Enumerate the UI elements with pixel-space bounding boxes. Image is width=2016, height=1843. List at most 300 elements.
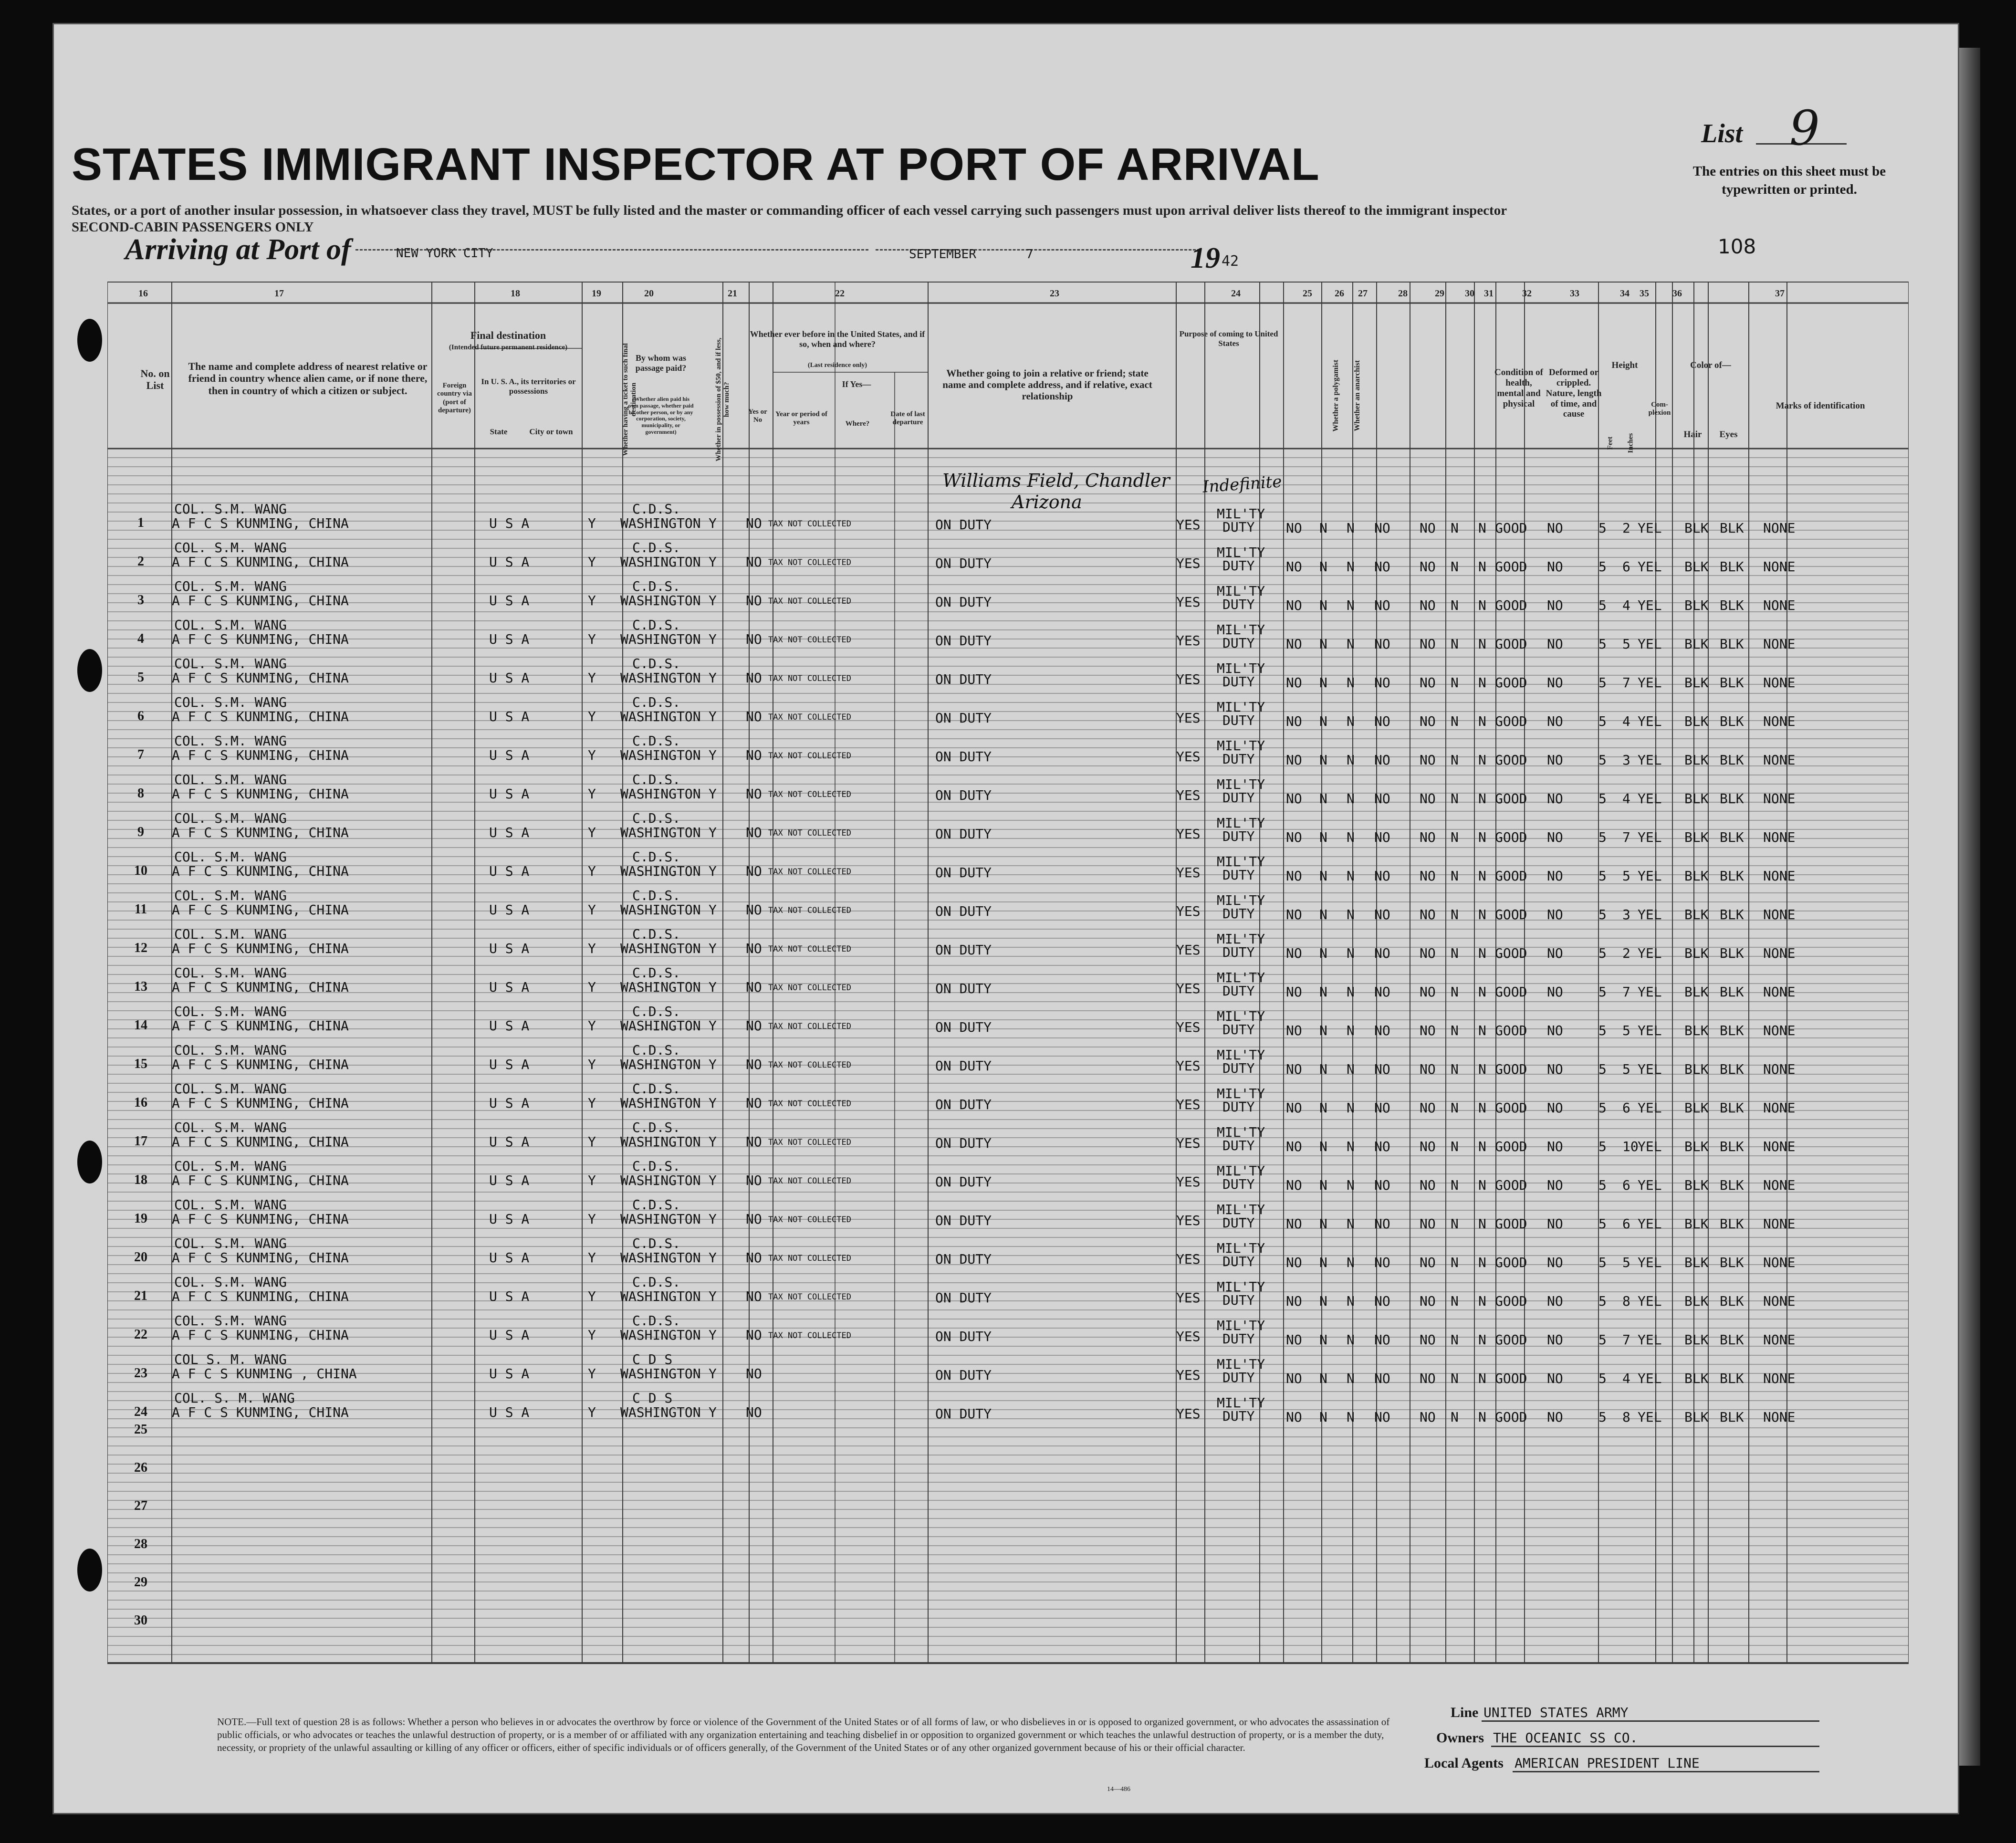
health-value: GOOD <box>1495 868 1527 884</box>
eyes-value: BLK <box>1720 675 1744 691</box>
purpose-line-1: MIL'TY <box>1217 622 1265 638</box>
page-number: 108 <box>1718 235 1756 258</box>
before-us-value: NO <box>746 515 762 531</box>
col26-value: N <box>1319 1061 1327 1077</box>
purpose-line-2: DUTY <box>1222 1331 1255 1347</box>
purpose-yes: YES <box>1176 633 1201 649</box>
purpose-line-1: MIL'TY <box>1217 854 1265 869</box>
height-feet: 5 <box>1598 945 1607 961</box>
money-value: Y <box>709 1211 717 1227</box>
col30-value: N <box>1451 559 1459 575</box>
money-value: Y <box>709 1095 717 1111</box>
col25-value: NO <box>1286 868 1302 884</box>
deformed-value: NO <box>1547 713 1563 729</box>
tax-stamp: TAX NOT COLLECTED <box>768 635 851 645</box>
paid-by-line-1: C.D.S. <box>632 540 681 555</box>
paid-by-line-1: C.D.S. <box>632 1197 681 1213</box>
header-inches: Inches <box>1627 433 1635 453</box>
paid-by-line-1: C.D.S. <box>632 1042 681 1058</box>
row-number: 4 <box>137 631 144 646</box>
destination-state: U S A <box>489 902 530 918</box>
eyes-value: BLK <box>1720 752 1744 768</box>
header-where: Where? <box>845 420 870 428</box>
col30-value: N <box>1451 829 1459 845</box>
relative-address: A F C S KUNMING , CHINA <box>172 1366 357 1382</box>
purpose-yes: YES <box>1176 1329 1201 1344</box>
marks-value: NONE <box>1763 868 1796 884</box>
col28-value: NO <box>1374 675 1390 691</box>
height-feet: 5 <box>1598 1293 1607 1309</box>
height-feet: 5 <box>1598 829 1607 845</box>
paid-by-line-1: C.D.S. <box>632 888 681 903</box>
complexion-value: YEL <box>1638 520 1662 536</box>
header-health: Condition of health, mental and physical <box>1494 367 1543 409</box>
height-feet: 5 <box>1598 868 1607 884</box>
col26-value: N <box>1319 675 1327 691</box>
complexion-value: YEL <box>1638 597 1662 613</box>
col29-value: NO <box>1420 1216 1436 1232</box>
purpose-line-2: DUTY <box>1222 1254 1255 1269</box>
relative-address: A F C S KUNMING, CHINA <box>172 1134 349 1150</box>
height-inches: 7 <box>1622 984 1630 1000</box>
header-feet: Feet <box>1606 436 1614 450</box>
complexion-value: YEL <box>1638 1216 1662 1232</box>
col26-value: N <box>1319 1139 1327 1154</box>
before-us-value: NO <box>746 1134 762 1150</box>
col29-value: NO <box>1420 1255 1436 1270</box>
tax-stamp: TAX NOT COLLECTED <box>768 828 851 838</box>
height-inches: 4 <box>1622 1371 1630 1386</box>
purpose-line-1: MIL'TY <box>1217 583 1265 599</box>
form-number: 14—486 <box>1107 1786 1130 1793</box>
complexion-value: YEL <box>1638 829 1662 845</box>
deformed-value: NO <box>1547 1177 1563 1193</box>
col26-value: N <box>1319 829 1327 845</box>
col30-value: N <box>1451 1023 1459 1038</box>
tax-stamp: TAX NOT COLLECTED <box>768 1215 851 1225</box>
height-inches: 10 <box>1622 1139 1639 1154</box>
paid-by-line-1: C.D.S. <box>632 694 681 710</box>
row-number: 28 <box>134 1537 147 1551</box>
paid-by-line-2: WASHINGTON <box>620 1366 701 1382</box>
relative-name: COL. S.M. WANG <box>174 1042 287 1058</box>
purpose-line-2: DUTY <box>1222 1099 1255 1115</box>
col28-value: NO <box>1374 1061 1390 1077</box>
relative-name: COL. S.M. WANG <box>174 849 287 865</box>
column-number: 22 <box>835 288 845 299</box>
deformed-value: NO <box>1547 868 1563 884</box>
col31-value: N <box>1478 1409 1486 1425</box>
col25-value: NO <box>1286 636 1302 652</box>
header-purpose: Purpose of coming to United States <box>1179 329 1278 348</box>
purpose-yes: YES <box>1176 981 1201 996</box>
money-value: Y <box>709 1173 717 1188</box>
ticket-value: Y <box>588 747 596 763</box>
paid-by-line-1: C.D.S. <box>632 1120 681 1135</box>
header-final-destination-note: (Intended future permanent residence) <box>449 344 568 351</box>
purpose-line-1: MIL'TY <box>1217 1395 1265 1411</box>
row-number: 21 <box>134 1288 147 1303</box>
destination-state: U S A <box>489 1366 530 1382</box>
col30-value: N <box>1451 1139 1459 1154</box>
relative-address: A F C S KUNMING, CHINA <box>172 1250 349 1266</box>
col28-value: NO <box>1374 1139 1390 1154</box>
money-value: Y <box>709 1366 717 1382</box>
eyes-value: BLK <box>1720 1177 1744 1193</box>
ticket-value: Y <box>588 1095 596 1111</box>
col27-value: N <box>1347 1409 1355 1425</box>
col30-value: N <box>1451 713 1459 729</box>
col28-value: NO <box>1374 597 1390 613</box>
purpose-yes: YES <box>1176 826 1201 842</box>
joining-value: ON DUTY <box>935 1135 992 1151</box>
paid-by-line-2: WASHINGTON <box>620 593 701 608</box>
ticket-value: Y <box>588 1250 596 1266</box>
marks-value: NONE <box>1763 1023 1796 1038</box>
col28-value: NO <box>1374 520 1390 536</box>
header-in-usa: In U. S. A., its territories or possessions <box>481 377 576 396</box>
ticket-value: Y <box>588 1173 596 1188</box>
col31-value: N <box>1478 675 1486 691</box>
paid-by-line-1: C.D.S. <box>632 1274 681 1290</box>
col30-value: N <box>1451 520 1459 536</box>
paid-by-line-1: C.D.S. <box>632 501 681 517</box>
page-title: STATES IMMIGRANT INSPECTOR AT PORT OF ARRIVAL <box>72 139 1320 190</box>
paid-by-line-2: WASHINGTON <box>620 1173 701 1188</box>
col25-value: NO <box>1286 945 1302 961</box>
year-label: 19 <box>1191 242 1220 274</box>
col30-value: N <box>1451 1061 1459 1077</box>
marks-value: NONE <box>1763 520 1796 536</box>
purpose-yes: YES <box>1176 1251 1201 1267</box>
health-value: GOOD <box>1495 1255 1527 1270</box>
health-value: GOOD <box>1495 520 1527 536</box>
arriving-label: Arriving at Port of <box>125 233 351 266</box>
header-state: State <box>490 427 508 436</box>
health-value: GOOD <box>1495 636 1527 652</box>
hair-value: BLK <box>1684 636 1709 652</box>
purpose-line-2: DUTY <box>1222 674 1255 690</box>
col26-value: N <box>1319 945 1327 961</box>
eyes-value: BLK <box>1720 791 1744 806</box>
purpose-line-1: MIL'TY <box>1217 699 1265 715</box>
list-label: List <box>1701 119 1743 148</box>
deformed-value: NO <box>1547 559 1563 575</box>
joining-value: ON DUTY <box>935 981 992 996</box>
purpose-line-1: MIL'TY <box>1217 506 1265 522</box>
height-inches: 3 <box>1622 752 1630 768</box>
purpose-yes: YES <box>1176 1019 1201 1035</box>
marks-value: NONE <box>1763 1371 1796 1386</box>
before-us-value: NO <box>746 747 762 763</box>
before-us-value: NO <box>746 1404 762 1420</box>
destination-state: U S A <box>489 709 530 724</box>
marks-value: NONE <box>1763 1100 1796 1116</box>
destination-state: U S A <box>489 1327 530 1343</box>
col31-value: N <box>1478 829 1486 845</box>
col25-value: NO <box>1286 1332 1302 1348</box>
col31-value: N <box>1478 1332 1486 1348</box>
relative-address: A F C S KUNMING, CHINA <box>172 1211 349 1227</box>
tax-stamp: TAX NOT COLLECTED <box>768 1292 851 1302</box>
purpose-line-2: DUTY <box>1222 712 1255 728</box>
complexion-value: YEL <box>1638 1177 1662 1193</box>
purpose-line-2: DUTY <box>1222 1408 1255 1424</box>
column-number: 26 <box>1335 288 1344 299</box>
col28-value: NO <box>1374 1100 1390 1116</box>
relative-address: A F C S KUNMING, CHINA <box>172 1327 349 1343</box>
eyes-value: BLK <box>1720 1061 1744 1077</box>
paid-by-line-2: WASHINGTON <box>620 1404 701 1420</box>
hair-value: BLK <box>1684 752 1709 768</box>
col30-value: N <box>1451 984 1459 1000</box>
col29-value: NO <box>1420 636 1436 652</box>
ticket-value: Y <box>588 1134 596 1150</box>
col30-value: N <box>1451 791 1459 806</box>
header-anarchist: Whether an anarchist <box>1353 360 1361 431</box>
col29-value: NO <box>1420 713 1436 729</box>
money-value: Y <box>709 1018 717 1034</box>
before-us-value: NO <box>746 941 762 956</box>
money-value: Y <box>709 631 717 647</box>
col28-value: NO <box>1374 1177 1390 1193</box>
hair-value: BLK <box>1684 1332 1709 1348</box>
header-before-us: Whether ever before in the United States, and if so, when and where? <box>750 329 925 349</box>
eyes-value: BLK <box>1720 1371 1744 1386</box>
tax-stamp: TAX NOT COLLECTED <box>768 674 851 683</box>
purpose-line-2: DUTY <box>1222 558 1255 574</box>
paid-by-line-1: C.D.S. <box>632 1236 681 1251</box>
hair-value: BLK <box>1684 520 1709 536</box>
relative-name: COL. S.M. WANG <box>174 1313 287 1329</box>
col29-value: NO <box>1420 1100 1436 1116</box>
destination-state: U S A <box>489 1134 530 1150</box>
ticket-value: Y <box>588 709 596 724</box>
health-value: GOOD <box>1495 907 1527 922</box>
money-value: Y <box>709 1327 717 1343</box>
entries-note: The entries on this sheet must be typewritten or printed. <box>1692 164 1886 197</box>
before-us-value: NO <box>746 979 762 995</box>
col28-value: NO <box>1374 1409 1390 1425</box>
height-inches: 6 <box>1622 1100 1630 1116</box>
col31-value: N <box>1478 713 1486 729</box>
purpose-yes: YES <box>1176 1174 1201 1190</box>
col27-value: N <box>1347 1255 1355 1270</box>
joining-value: ON DUTY <box>935 1290 992 1306</box>
tax-stamp: TAX NOT COLLECTED <box>768 983 851 993</box>
health-value: GOOD <box>1495 1332 1527 1348</box>
tax-stamp: TAX NOT COLLECTED <box>768 519 851 529</box>
row-number: 23 <box>134 1366 147 1381</box>
col27-value: N <box>1347 945 1355 961</box>
paid-by-line-2: WASHINGTON <box>620 554 701 570</box>
eyes-value: BLK <box>1720 1139 1744 1154</box>
row-number: 14 <box>134 1018 147 1033</box>
height-inches: 2 <box>1622 520 1630 536</box>
col25-value: NO <box>1286 559 1302 575</box>
purpose-line-1: MIL'TY <box>1217 1279 1265 1295</box>
header-final-destination: Final destination <box>470 329 546 341</box>
purpose-yes: YES <box>1176 594 1201 610</box>
purpose-line-1: MIL'TY <box>1217 1086 1265 1101</box>
money-value: Y <box>709 670 717 686</box>
paid-by-line-1: C.D.S. <box>632 733 681 749</box>
relative-address: A F C S KUNMING, CHINA <box>172 554 349 570</box>
paid-by-line-1: C.D.S. <box>632 656 681 671</box>
col31-value: N <box>1478 1371 1486 1386</box>
health-value: GOOD <box>1495 791 1527 806</box>
joining-value: ON DUTY <box>935 1213 992 1228</box>
row-number: 19 <box>134 1211 147 1226</box>
purpose-line-1: MIL'TY <box>1217 931 1265 947</box>
col29-value: NO <box>1420 520 1436 536</box>
before-us-value: NO <box>746 1057 762 1072</box>
deformed-value: NO <box>1547 1100 1563 1116</box>
col26-value: N <box>1319 1371 1327 1386</box>
col26-value: N <box>1319 713 1327 729</box>
purpose-line-2: DUTY <box>1222 867 1255 883</box>
list-number: 9 <box>1789 100 1820 156</box>
agents-label: Local Agents <box>1424 1755 1504 1771</box>
purpose-line-2: DUTY <box>1222 1215 1255 1231</box>
header-polygamist: Whether a polygamist <box>1331 359 1340 432</box>
col26-value: N <box>1319 1409 1327 1425</box>
ticket-value: Y <box>588 825 596 840</box>
relative-address: A F C S KUNMING, CHINA <box>172 979 349 995</box>
header-hair: Hair <box>1683 429 1702 440</box>
relative-address: A F C S KUNMING, CHINA <box>172 863 349 879</box>
before-us-value: NO <box>746 709 762 724</box>
binder-hole <box>77 1549 102 1592</box>
paid-by-line-1: C.D.S. <box>632 578 681 594</box>
binder-hole <box>77 649 102 692</box>
before-us-value: NO <box>746 1327 762 1343</box>
money-value: Y <box>709 709 717 724</box>
joining-value: ON DUTY <box>935 865 992 880</box>
col26-value: N <box>1319 1332 1327 1348</box>
destination-state: U S A <box>489 1018 530 1034</box>
col26-value: N <box>1319 636 1327 652</box>
col28-value: NO <box>1374 1293 1390 1309</box>
paid-by-line-2: WASHINGTON <box>620 1211 701 1227</box>
relative-address: A F C S KUNMING, CHINA <box>172 786 349 802</box>
col25-value: NO <box>1286 1409 1302 1425</box>
relative-address: A F C S KUNMING, CHINA <box>172 1404 349 1420</box>
col28-value: NO <box>1374 907 1390 922</box>
money-value: Y <box>709 747 717 763</box>
health-value: GOOD <box>1495 1216 1527 1232</box>
col28-value: NO <box>1374 636 1390 652</box>
purpose-yes: YES <box>1176 1290 1201 1306</box>
col26-value: N <box>1319 752 1327 768</box>
complexion-value: YEL <box>1638 1332 1662 1348</box>
col31-value: N <box>1478 1139 1486 1154</box>
health-value: GOOD <box>1495 984 1527 1000</box>
header-date-last: Date of last departure <box>890 410 925 427</box>
col27-value: N <box>1347 1216 1355 1232</box>
col29-value: NO <box>1420 1023 1436 1038</box>
before-us-value: NO <box>746 1018 762 1034</box>
before-us-value: NO <box>746 1173 762 1188</box>
marks-value: NONE <box>1763 1061 1796 1077</box>
paid-by-line-2: WASHINGTON <box>620 1057 701 1072</box>
eyes-value: BLK <box>1720 984 1744 1000</box>
relative-name: COL. S.M. WANG <box>174 1236 287 1251</box>
before-us-value: NO <box>746 670 762 686</box>
height-inches: 5 <box>1622 1255 1630 1270</box>
col28-value: NO <box>1374 1255 1390 1270</box>
col31-value: N <box>1478 868 1486 884</box>
height-inches: 8 <box>1622 1409 1630 1425</box>
column-number: 32 <box>1522 288 1532 299</box>
complexion-value: YEL <box>1638 636 1662 652</box>
relative-name: COL. S.M. WANG <box>174 617 287 633</box>
col28-value: NO <box>1374 1216 1390 1232</box>
col25-value: NO <box>1286 984 1302 1000</box>
row-number: 26 <box>134 1460 147 1475</box>
paid-by-line-2: WASHINGTON <box>620 1095 701 1111</box>
joining-value: ON DUTY <box>935 517 992 533</box>
money-value: Y <box>709 941 717 956</box>
hair-value: BLK <box>1684 945 1709 961</box>
relative-name: COL. S.M. WANG <box>174 578 287 594</box>
height-inches: 6 <box>1622 1216 1630 1232</box>
paid-by-line-1: C.D.S. <box>632 617 681 633</box>
col29-value: NO <box>1420 752 1436 768</box>
height-feet: 5 <box>1598 1061 1607 1077</box>
purpose-yes: YES <box>1176 1406 1201 1422</box>
col31-value: N <box>1478 597 1486 613</box>
col29-value: NO <box>1420 791 1436 806</box>
header-city: City or town <box>529 427 573 436</box>
col29-value: NO <box>1420 945 1436 961</box>
money-value: Y <box>709 863 717 879</box>
tax-stamp: TAX NOT COLLECTED <box>768 1022 851 1031</box>
col27-value: N <box>1347 597 1355 613</box>
col28-value: NO <box>1374 1332 1390 1348</box>
row-number: 20 <box>134 1250 147 1265</box>
col29-value: NO <box>1420 1177 1436 1193</box>
hair-value: BLK <box>1684 791 1709 806</box>
col31-value: N <box>1478 1023 1486 1038</box>
before-us-value: NO <box>746 631 762 647</box>
col29-value: NO <box>1420 907 1436 922</box>
height-feet: 5 <box>1598 1023 1607 1038</box>
deformed-value: NO <box>1547 791 1563 806</box>
destination-state: U S A <box>489 979 530 995</box>
tax-stamp: TAX NOT COLLECTED <box>768 790 851 799</box>
page-subtitle: States, or a port of another insular possession, in whatsoever class they travel, MUST be fully listed and the master or commanding officer of each vessel carrying such passengers must upon arrival deliver lists thereof to the immigrant inspector <box>72 203 1507 218</box>
col27-value: N <box>1347 829 1355 845</box>
purpose-line-1: MIL'TY <box>1217 776 1265 792</box>
complexion-value: YEL <box>1638 945 1662 961</box>
relative-name: COL. S.M. WANG <box>174 733 287 749</box>
col27-value: N <box>1347 1177 1355 1193</box>
paid-by-line-2: WASHINGTON <box>620 786 701 802</box>
relative-name: COL S. M. WANG <box>174 1351 287 1367</box>
paid-by-line-1: C.D.S. <box>632 1004 681 1019</box>
paid-by-line-2: WASHINGTON <box>620 863 701 879</box>
col25-value: NO <box>1286 520 1302 536</box>
hair-value: BLK <box>1684 1409 1709 1425</box>
money-value: Y <box>709 825 717 840</box>
before-us-value: NO <box>746 863 762 879</box>
eyes-value: BLK <box>1720 559 1744 575</box>
marks-value: NONE <box>1763 945 1796 961</box>
ticket-value: Y <box>588 902 596 918</box>
health-value: GOOD <box>1495 675 1527 691</box>
health-value: GOOD <box>1495 1177 1527 1193</box>
